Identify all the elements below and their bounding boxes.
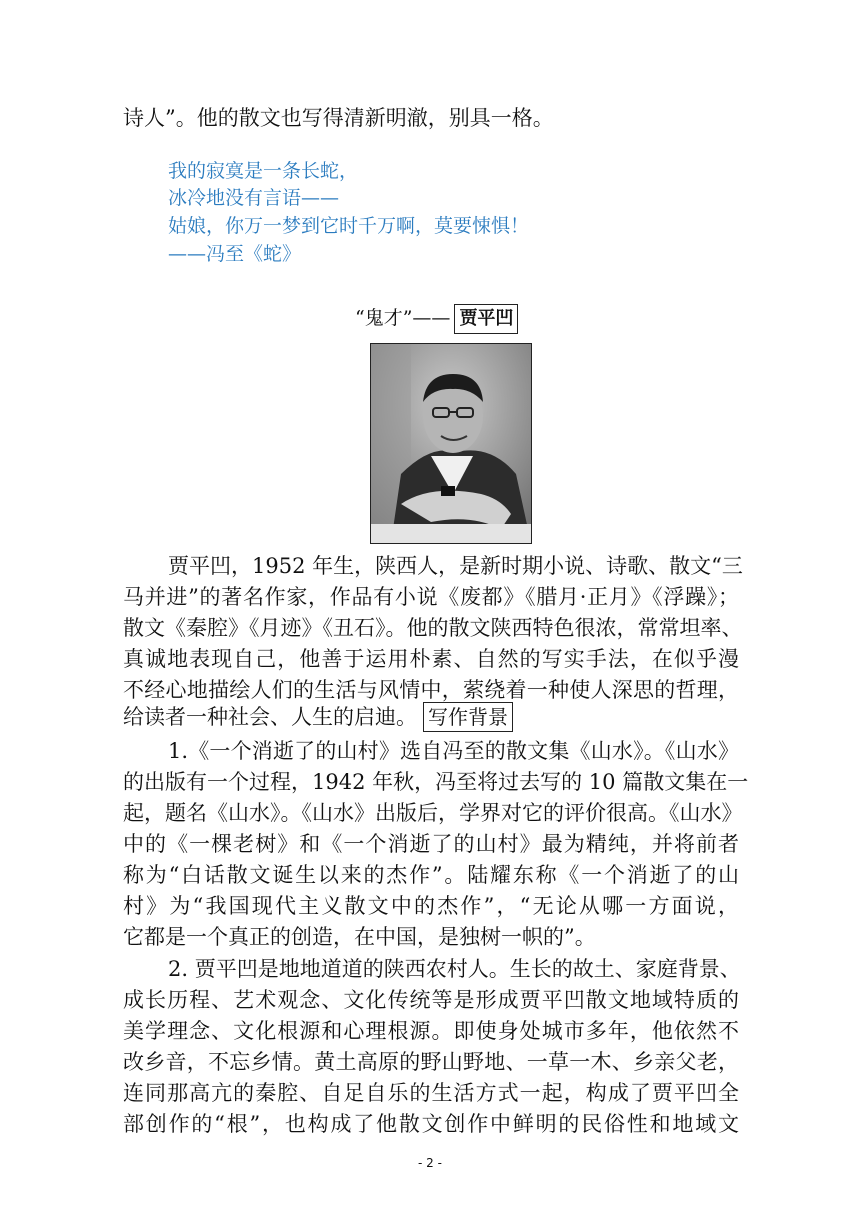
para2-line: 改乡音，不忘乡情。黄土高原的野山野地、一草一木、乡亲父老， xyxy=(123,1050,739,1074)
para2-line: 2. 贾平凹是地地道道的陕西农村人。生长的故土、家庭背景、 xyxy=(168,957,741,981)
para1-line: 的出版有一个过程，1942 年秋，冯至将过去写的 10 篇散文集在一 xyxy=(123,770,749,794)
poem-line: 我的寂寞是一条长蛇， xyxy=(168,160,359,182)
portrait-image xyxy=(371,344,531,543)
intro-line: 诗人”。他的散文也写得清新明澈，别具一格。 xyxy=(123,106,554,130)
para1-line: 1.《一个消逝了的山村》选自冯至的散文集《山水》。《山水》 xyxy=(168,739,739,763)
para1-line: 起，题名《山水》。《山水》出版后，学界对它的评价很高。《山水》 xyxy=(123,801,743,825)
para2-line: 部创作的“根”，也构成了他散文创作中鲜明的民俗性和地域文 xyxy=(123,1112,739,1136)
poem-attribution: ——冯至《蛇》 xyxy=(168,243,302,265)
bio-line: 真诚地表现自己，他善于运用朴素、自然的写实手法，在似乎漫 xyxy=(123,647,739,671)
bio-last-text: 给读者一种社会、人生的启迪。 xyxy=(123,705,417,729)
bio-last-line xyxy=(123,702,513,732)
writing-background-box: 写作背景 xyxy=(423,702,513,732)
para1-last-line: 它都是一个真正的创造，在中国，是独树一帜的”。 xyxy=(123,925,596,949)
para2-line: 连同那高亢的秦腔、自足自乐的生活方式一起，构成了贾平凹全 xyxy=(123,1081,739,1105)
bio-line: 散文《秦腔》《月迹》《丑石》。他的散文陕西特色很浓，常常坦率、 xyxy=(123,616,743,640)
bio-line: 马并进”的著名作家，作品有小说《废都》《腊月·正月》《浮躁》； xyxy=(123,585,739,609)
para2-line: 成长历程、艺术观念、文化传统等是形成贾平凹散文地域特质的 xyxy=(123,988,739,1012)
para2-line: 美学理念、文化根源和心理根源。即使身处城市多年，他依然不 xyxy=(123,1019,739,1043)
section-title-prefix: “鬼才”—— xyxy=(355,307,451,329)
para1-line: 村》为“我国现代主义散文中的杰作”，“无论从哪一方面说， xyxy=(123,894,739,918)
poem-line: 姑娘，你万一梦到它时千万啊，莫要悚惧！ xyxy=(168,215,530,237)
author-photo xyxy=(370,343,532,544)
page-number: - 2 - xyxy=(418,1156,442,1170)
section-title xyxy=(355,303,518,334)
author-name-box: 贾平凹 xyxy=(454,304,518,334)
para1-line: 称为“白话散文诞生以来的杰作”。陆耀东称《一个消逝了的山 xyxy=(123,863,739,887)
bio-line: 贾平凹，1952 年生，陕西人，是新时期小说、诗歌、散文“三 xyxy=(168,554,743,578)
para1-line: 中的《一棵老树》和《一个消逝了的山村》最为精纯，并将前者 xyxy=(123,832,739,856)
bio-line: 不经心地描绘人们的生活与风情中，萦绕着一种使人深思的哲理， xyxy=(123,678,739,702)
poem-line: 冰冷地没有言语—— xyxy=(168,187,340,209)
